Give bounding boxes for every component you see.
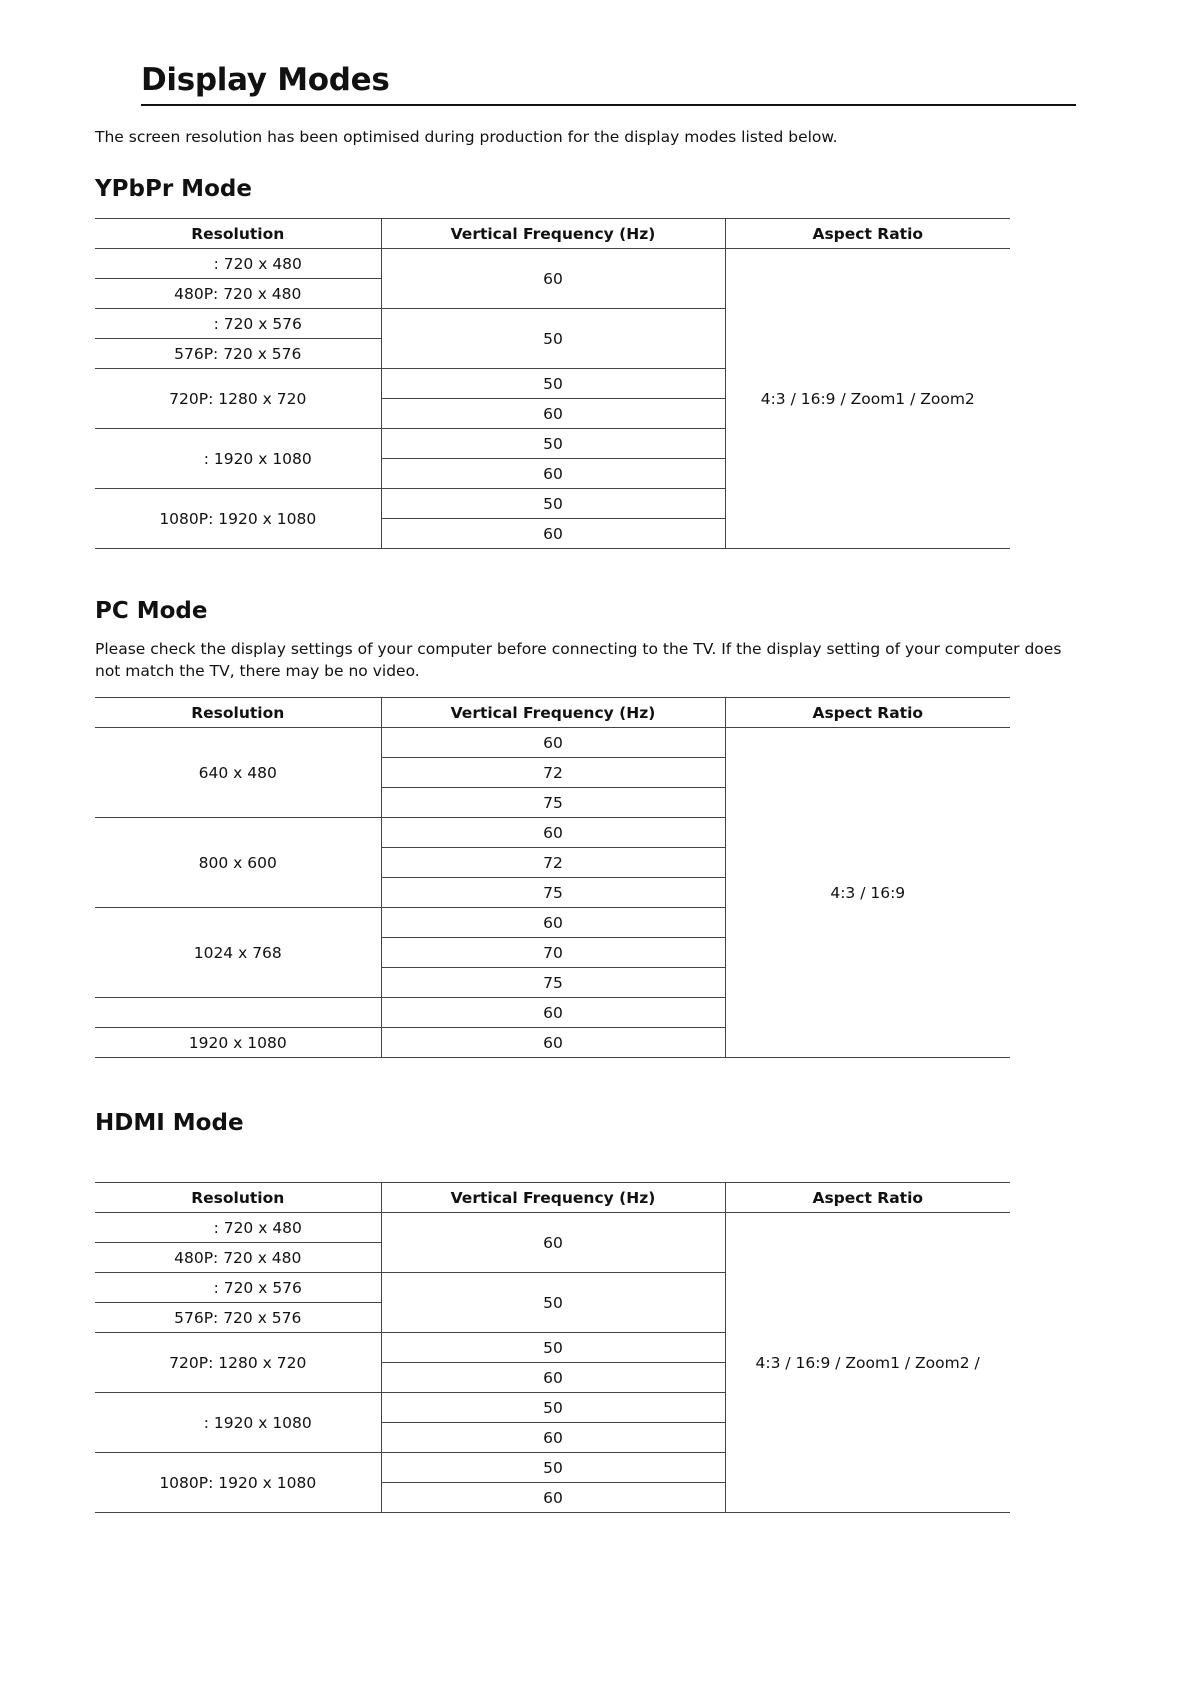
resolution-cell: : 720 x 480 — [95, 1213, 381, 1243]
frequency-cell: 50 — [381, 309, 725, 369]
column-header-aspect: Aspect Ratio — [725, 698, 1010, 728]
frequency-cell: 75 — [381, 968, 725, 998]
title-rule — [141, 104, 1076, 106]
frequency-cell: 60 — [381, 459, 725, 489]
resolution-cell: 576P: 720 x 576 — [95, 1303, 381, 1333]
frequency-cell: 50 — [381, 489, 725, 519]
frequency-cell: 72 — [381, 758, 725, 788]
frequency-cell: 60 — [381, 399, 725, 429]
resolution-cell: 640 x 480 — [95, 728, 381, 818]
frequency-cell: 60 — [381, 1363, 725, 1393]
frequency-cell: 50 — [381, 1273, 725, 1333]
frequency-cell: 50 — [381, 429, 725, 459]
table-header-row — [95, 1183, 1010, 1213]
resolution-cell: 1080P: 1920 x 1080 — [95, 1453, 381, 1513]
column-header-aspect: Aspect Ratio — [725, 1183, 1010, 1213]
frequency-cell: 60 — [381, 1213, 725, 1273]
aspect-ratio-cell: 4:3 / 16:9 / Zoom1 / Zoom2 / — [725, 1213, 1010, 1513]
resolution-cell — [95, 998, 381, 1028]
frequency-cell: 60 — [381, 249, 725, 309]
frequency-cell: 50 — [381, 1453, 725, 1483]
column-header-frequency: Vertical Frequency (Hz) — [381, 698, 725, 728]
frequency-cell: 60 — [381, 908, 725, 938]
table-row — [95, 1213, 1010, 1243]
table-header-row — [95, 219, 1010, 249]
frequency-cell: 60 — [381, 1028, 725, 1058]
resolution-cell: 1024 x 768 — [95, 908, 381, 998]
frequency-cell: 60 — [381, 998, 725, 1028]
column-header-resolution: Resolution — [95, 1183, 381, 1213]
frequency-cell: 70 — [381, 938, 725, 968]
resolution-cell: 1920 x 1080 — [95, 1028, 381, 1058]
resolution-cell: 720P: 1280 x 720 — [95, 369, 381, 429]
ypbpr-section-title: YPbPr Mode — [95, 176, 252, 202]
table-header-row — [95, 698, 1010, 728]
column-header-aspect: Aspect Ratio — [725, 219, 1010, 249]
resolution-cell: : 1920 x 1080 — [95, 1393, 381, 1453]
frequency-cell: 72 — [381, 848, 725, 878]
frequency-cell: 60 — [381, 818, 725, 848]
frequency-cell: 75 — [381, 788, 725, 818]
pc-table — [95, 697, 1010, 1058]
frequency-cell: 60 — [381, 728, 725, 758]
aspect-ratio-cell: 4:3 / 16:9 / Zoom1 / Zoom2 — [725, 249, 1010, 549]
ypbpr-table — [95, 218, 1010, 549]
resolution-cell: 480P: 720 x 480 — [95, 279, 381, 309]
resolution-cell: 576P: 720 x 576 — [95, 339, 381, 369]
pc-section-description: Please check the display settings of your computer before connecting to the TV. If the display setting of your computer does not match the TV, there may be no video. — [95, 640, 1062, 680]
hdmi-table — [95, 1182, 1010, 1513]
column-header-resolution: Resolution — [95, 219, 381, 249]
resolution-cell: 800 x 600 — [95, 818, 381, 908]
resolution-cell: : 720 x 576 — [95, 1273, 381, 1303]
resolution-cell: : 720 x 480 — [95, 249, 381, 279]
table-row — [95, 728, 1010, 758]
resolution-cell: : 720 x 576 — [95, 309, 381, 339]
resolution-cell: : 1920 x 1080 — [95, 429, 381, 489]
column-header-frequency: Vertical Frequency (Hz) — [381, 1183, 725, 1213]
frequency-cell: 75 — [381, 878, 725, 908]
frequency-cell: 50 — [381, 1393, 725, 1423]
column-header-resolution: Resolution — [95, 698, 381, 728]
frequency-cell: 60 — [381, 1483, 725, 1513]
aspect-ratio-cell: 4:3 / 16:9 — [725, 728, 1010, 1058]
column-header-frequency: Vertical Frequency (Hz) — [381, 219, 725, 249]
resolution-cell: 480P: 720 x 480 — [95, 1243, 381, 1273]
pc-section-title: PC Mode — [95, 598, 208, 624]
hdmi-section-title: HDMI Mode — [95, 1110, 244, 1136]
frequency-cell: 60 — [381, 519, 725, 549]
page-title: Display Modes — [141, 62, 390, 98]
table-row — [95, 249, 1010, 279]
frequency-cell: 50 — [381, 1333, 725, 1363]
frequency-cell: 60 — [381, 1423, 725, 1453]
resolution-cell: 1080P: 1920 x 1080 — [95, 489, 381, 549]
frequency-cell: 50 — [381, 369, 725, 399]
resolution-cell: 720P: 1280 x 720 — [95, 1333, 381, 1393]
intro-text: The screen resolution has been optimised during production for the display modes listed below. — [95, 128, 838, 146]
